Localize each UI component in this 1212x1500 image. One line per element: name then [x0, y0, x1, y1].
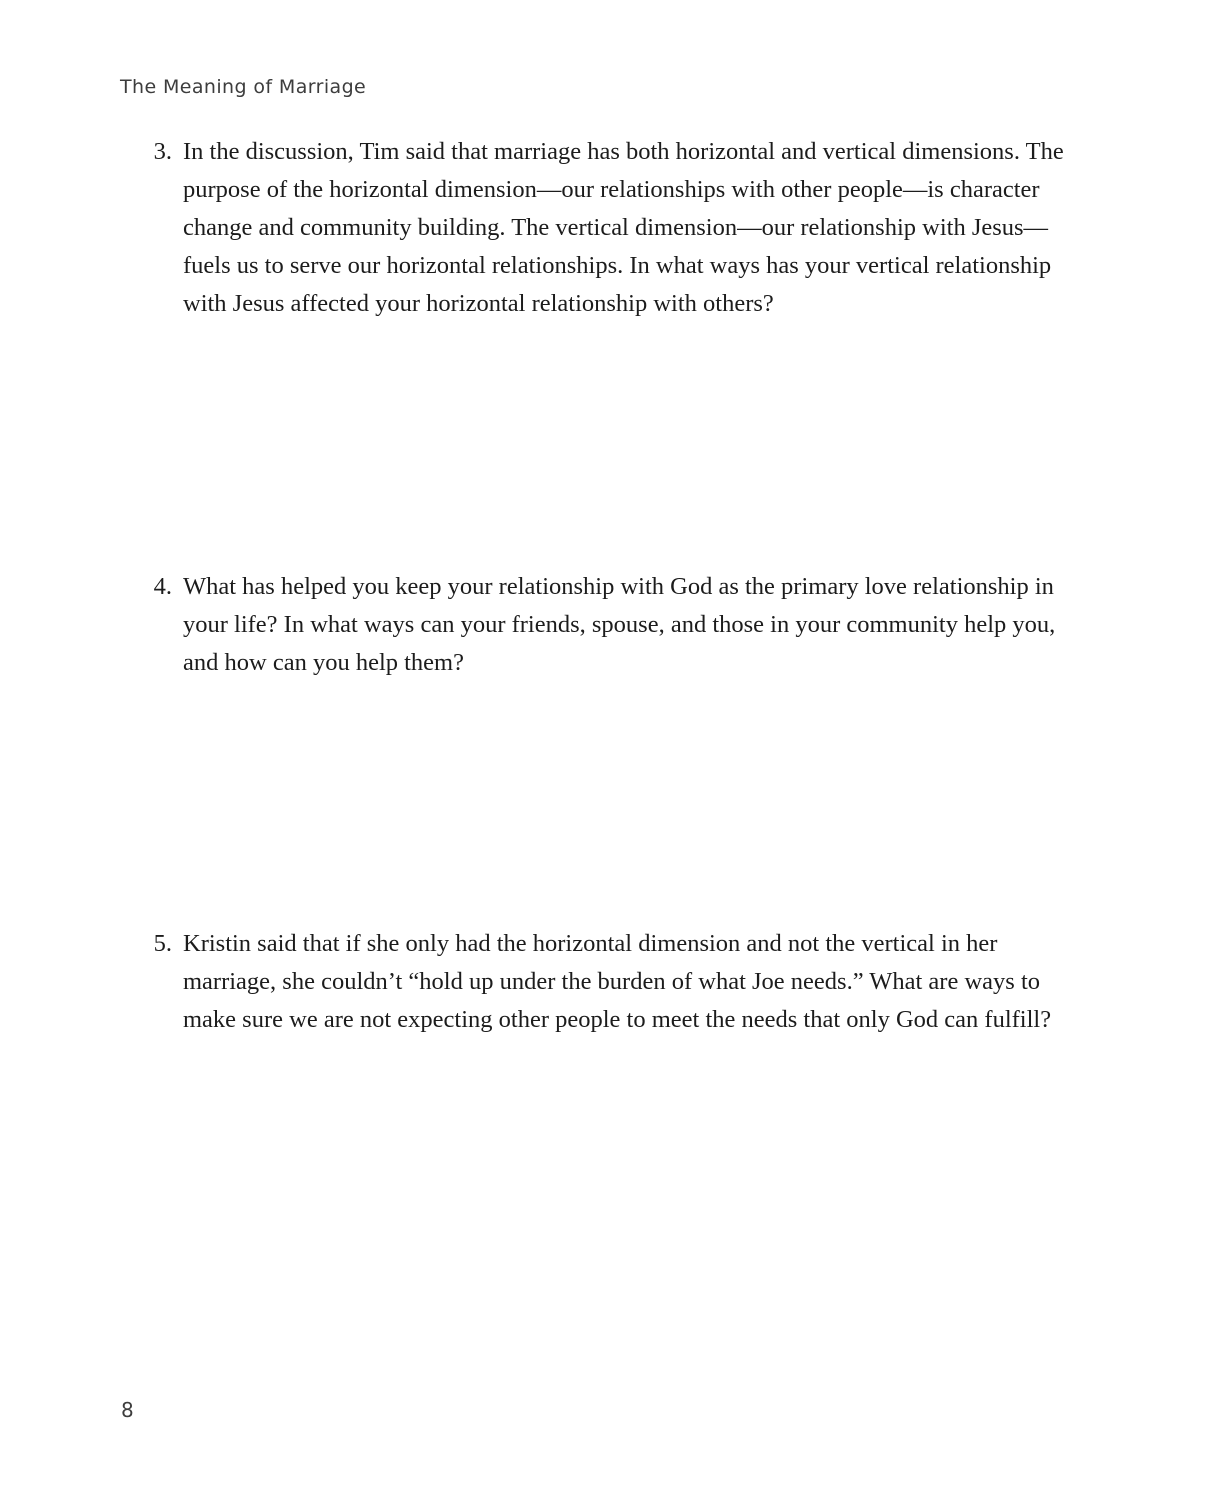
page-number: 8 — [121, 1398, 134, 1422]
question-text: In the discussion, Tim said that marriage has both horizontal and vertical dimensions. The purpose of the horizontal dimension—our relationships with other people—is character change and community building. The vertical dimension—our relationship with Jesus—fuels us to serve our horizontal relationships. In what ways has your vertical relationship with Jesus affected your horizontal relationship with others? — [183, 138, 1064, 317]
question-text: Kristin said that if she only had the horizontal dimension and not the vertical in her marriage, she couldn’t “hold up under the burden of what Joe needs.” What are ways to make sure we are not expecting other people to meet the needs that only God can fulfill? — [183, 930, 1052, 1033]
answer-space — [146, 323, 1081, 568]
list-item — [146, 925, 1081, 1039]
question-number: 3. — [153, 138, 172, 165]
question-number: 5. — [153, 930, 172, 957]
list-item — [146, 133, 1081, 323]
answer-space — [146, 682, 1081, 925]
question-list — [146, 133, 1081, 1039]
list-item — [146, 568, 1081, 682]
question-text: What has helped you keep your relationship with God as the primary love relationship in your life? In what ways can your friends, spouse, and those in your community help you, and how can you help them? — [183, 573, 1056, 676]
question-number: 4. — [153, 573, 172, 600]
running-head: The Meaning of Marriage — [120, 76, 367, 98]
